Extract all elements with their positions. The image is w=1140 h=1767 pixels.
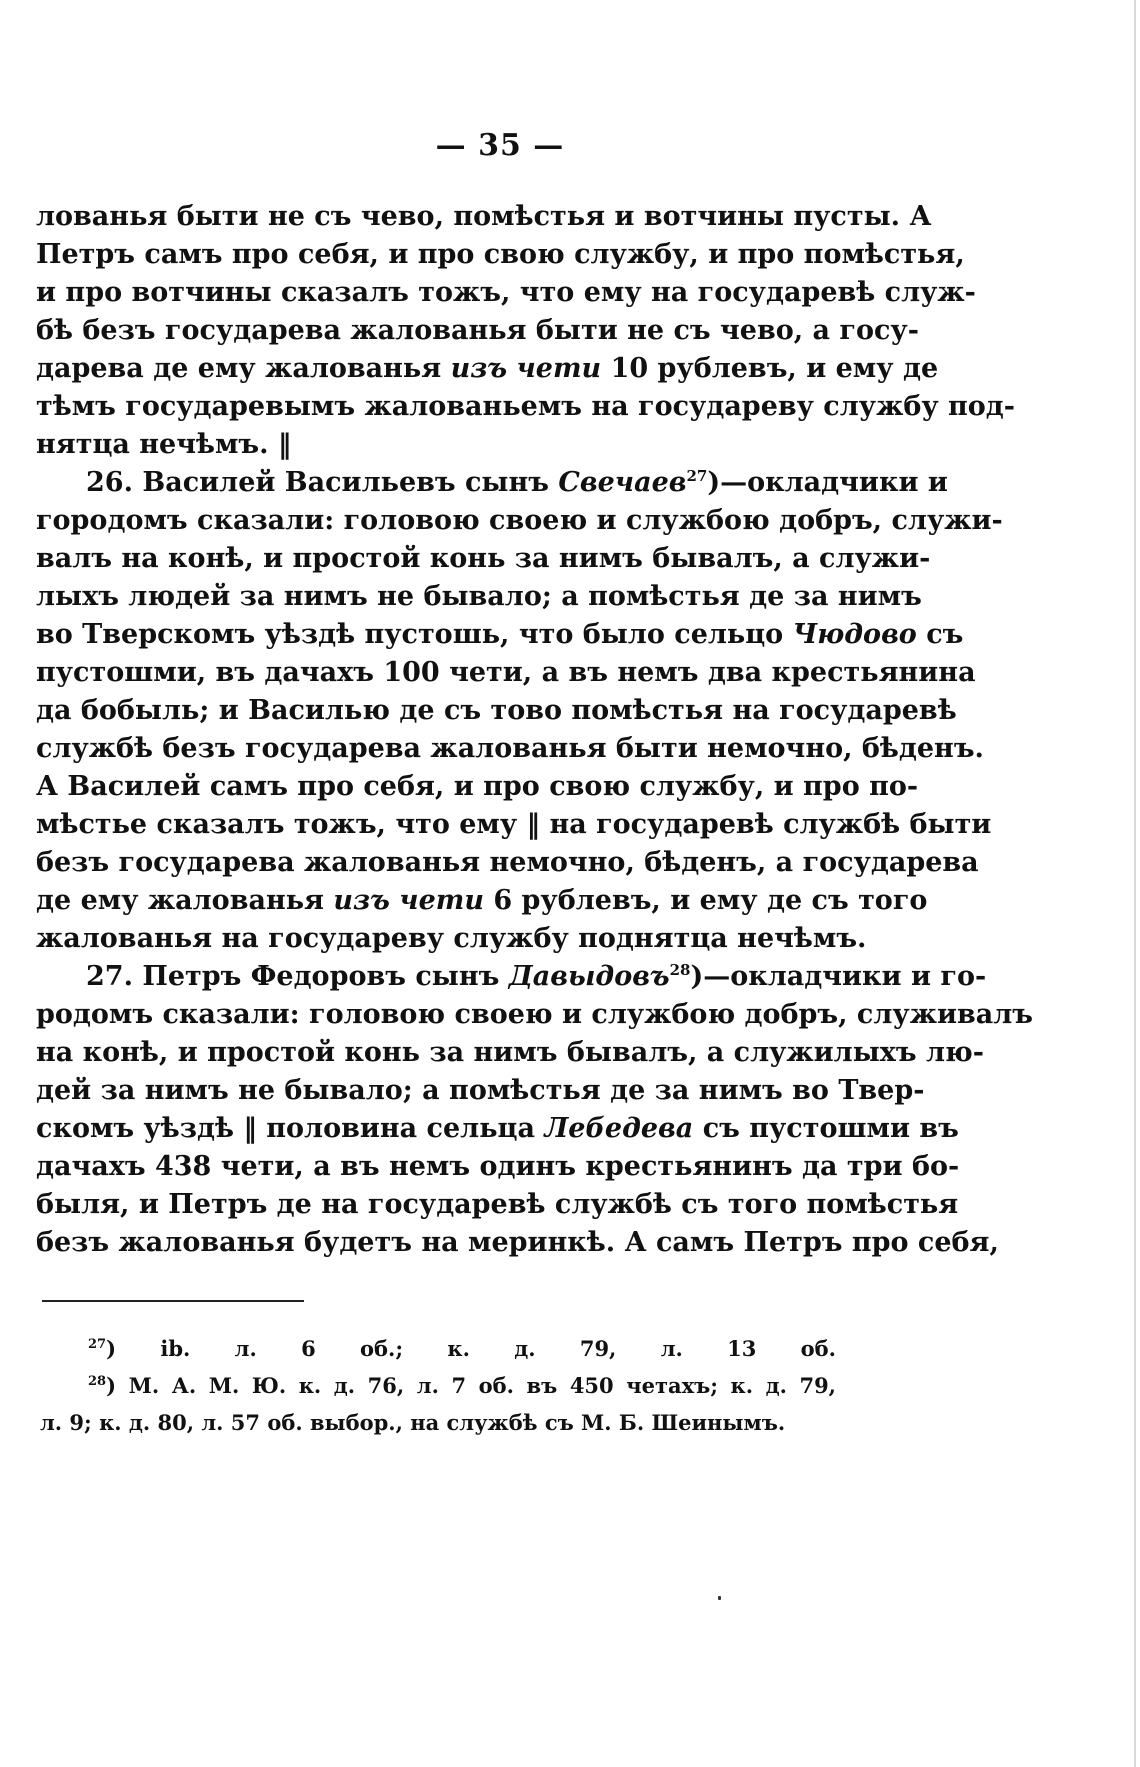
- text-line: валъ на конѣ, и простой конь за нимъ бывалъ, а служи-: [36, 543, 931, 574]
- text-line: [36, 464, 948, 502]
- text-run: скомъ уѣздѣ ‖ половина сельца: [36, 1113, 545, 1144]
- footnote: [40, 1330, 836, 1367]
- text-run: 6 рублевъ, и ему де съ того: [483, 885, 928, 916]
- text-run: 26. Василей Васильевъ сынъ: [86, 467, 559, 498]
- footnote-separator: [42, 1300, 304, 1302]
- text-line: лыхъ людей за нимъ не бывало; а помѣстья де за нимъ: [36, 581, 922, 612]
- footnote-text: ) М. А. М. Ю. к. д. 76, л. 7 об. въ 450 четахъ; к. д. 79,: [106, 1373, 836, 1398]
- text-run: 27. Петръ Федоровъ сынъ: [86, 961, 509, 992]
- text-line: родомъ сказали: головою своею и службою добръ, служивалъ: [36, 999, 1033, 1030]
- text-line: [36, 350, 939, 388]
- footnote: [40, 1367, 836, 1404]
- text-line: нятца нечѣмъ. ‖: [36, 429, 292, 460]
- italic-name: Свечаев: [558, 467, 687, 498]
- text-line: Петръ самъ про себя, и про свою службу, и про помѣстья,: [36, 239, 965, 270]
- italic-name: изъ чети: [450, 353, 602, 384]
- text-line: [36, 1110, 959, 1148]
- text-line: городомъ сказали: головою своею и службою добръ, служи-: [36, 505, 1003, 536]
- text-line: да бобыль; и Василью де съ тово помѣстья на государевѣ: [36, 695, 957, 726]
- text-line: бѣ безъ государева жалованья быти не съ чево, а госу-: [36, 315, 919, 346]
- text-line: быля, и Петръ де на государевѣ службѣ съ того помѣстья: [36, 1189, 959, 1220]
- main-text: [36, 198, 1033, 1262]
- footnotes: [40, 1330, 836, 1441]
- text-run: 10 рублевъ, и ему де: [601, 353, 939, 384]
- text-run: )—окладчики и го-: [690, 961, 987, 992]
- footnote-reference: 28: [669, 961, 691, 979]
- italic-name: Лебедева: [544, 1113, 694, 1144]
- text-run: съ пустошми въ: [693, 1113, 959, 1144]
- footnote-text: ) ib. л. 6 об.; к. д. 79, л. 13 об.: [106, 1336, 836, 1361]
- footnote: [40, 1404, 836, 1441]
- footnote-number: 27: [88, 1337, 107, 1352]
- text-line: лованья быти не съ чево, помѣстья и вотчины пусты. А: [36, 201, 932, 232]
- text-line: [36, 616, 964, 654]
- text-line: жалованья на государеву службу поднятца нечѣмъ.: [36, 923, 867, 954]
- text-line: тѣмъ государевымъ жалованьемъ на государеву службу под-: [36, 391, 1016, 422]
- page-edge-rule: [1134, 0, 1136, 1767]
- text-line: и про вотчины сказалъ тожъ, что ему на государевѣ служ-: [36, 277, 976, 308]
- text-line: на конѣ, и простой конь за нимъ бывалъ, а служилыхъ лю-: [36, 1037, 984, 1068]
- page-number: — 35 —: [435, 128, 565, 163]
- text-line: безъ государева жалованья немочно, бѣденъ, а государева: [36, 847, 979, 878]
- text-line: [36, 882, 928, 920]
- text-line: А Василей самъ про себя, и про свою службу, и про по-: [36, 771, 919, 802]
- scan-speck: [718, 1596, 721, 1600]
- text-line: пустошми, въ дачахъ 100 чети, а въ немъ два крестьянина: [36, 657, 976, 688]
- italic-name: изъ чети: [333, 885, 484, 916]
- italic-name: Чюдово: [792, 619, 917, 650]
- text-line: дей за нимъ не бывало; а помѣстья де за нимъ во Твер-: [36, 1075, 925, 1106]
- text-line: [36, 958, 987, 996]
- text-run: съ: [916, 619, 964, 650]
- text-line: безъ жалованья будетъ на меринкѣ. А самъ Петръ про себя,: [36, 1227, 999, 1258]
- footnote-number: 28: [88, 1374, 107, 1389]
- footnote-reference: 27: [686, 467, 708, 485]
- text-run: )—окладчики и: [707, 467, 948, 498]
- footnote-text: л. 9; к. д. 80, л. 57 об. выбор., на службѣ съ М. Б. Шеинымъ.: [40, 1410, 786, 1435]
- text-run: во Тверскомъ уѣздѣ пустошь, что было сельцо: [36, 619, 793, 650]
- text-run: де ему жалованья: [36, 885, 334, 916]
- italic-name: Давыдовъ: [508, 961, 670, 992]
- text-line: мѣстье сказалъ тожъ, что ему ‖ на государевѣ службѣ быти: [36, 809, 992, 840]
- text-run: дарева де ему жалованья: [36, 353, 451, 384]
- text-line: службѣ безъ государева жалованья быти немочно, бѣденъ.: [36, 733, 984, 764]
- text-line: дачахъ 438 чети, а въ немъ одинъ крестьянинъ да три бо-: [36, 1151, 960, 1182]
